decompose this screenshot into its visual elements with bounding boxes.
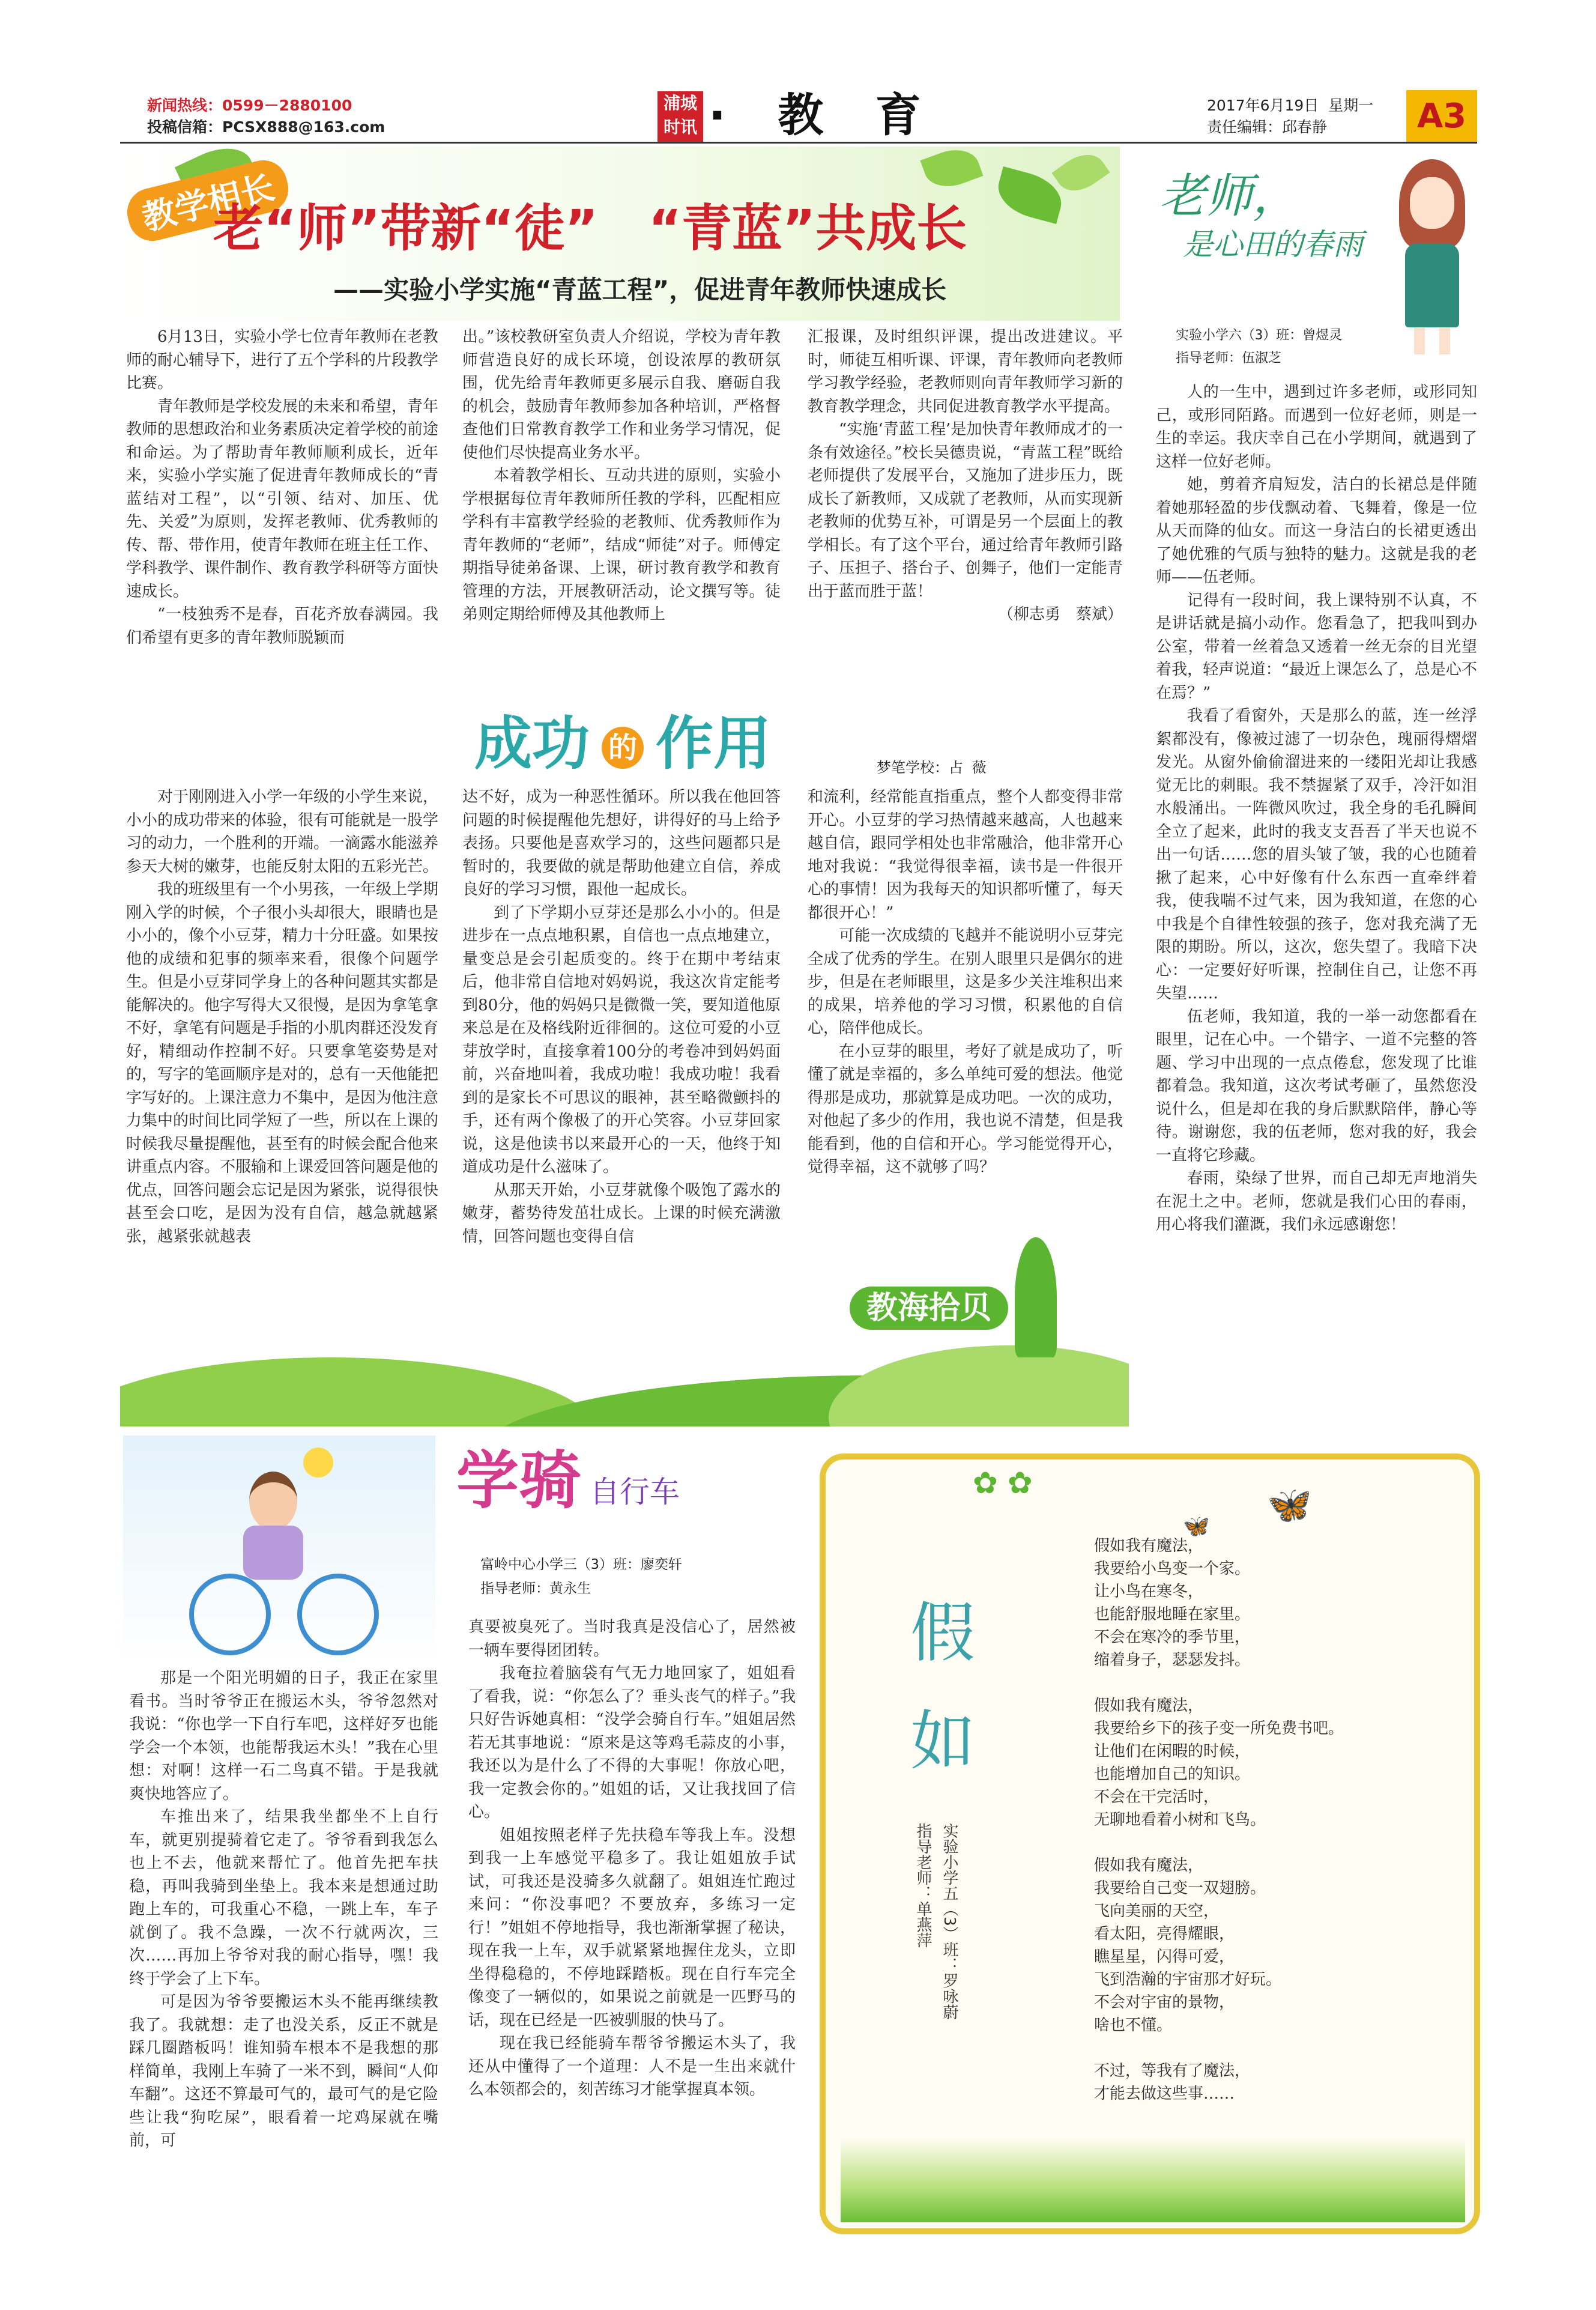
article4-column-1 bbox=[129, 1667, 438, 2153]
paragraph: “一枝独秀不是春，百花齐放春满园。我们希望有更多的青年教师脱颖而 bbox=[126, 605, 438, 647]
paragraph: 和流利，经常能直指重点，整个人都变得非常开心。小豆芽的学习热情越来越高，人也越来越自信，跟同学相处也非常融洽，他非常开心地对我说：“我觉得很幸福，读书是一件很开心的事情！因为我每天的知识都听懂了，每天都很开心！” bbox=[808, 788, 1123, 922]
poem-line: 不过，等我有了魔法， bbox=[1094, 2062, 1251, 2080]
paragraph: “实施‘青蓝工程’是加快青年教师成才的一条有效途径。”校长吴德贵说，“青蓝工程”既给老师提供了发展平台，又施加了进步压力，既成长了新教师，又成就了老教师，从而实现新老教师的优势互补，可谓是另一个层面上的教学相长。有了这个平台，通过给青年教师引路子、压担子、搭台子、创舞子，他们一定能青出于蓝而胜于蓝！ bbox=[808, 420, 1123, 601]
wheel-back bbox=[189, 1574, 271, 1655]
paragraph: 可能一次成绩的飞越并不能说明小豆芽完全成了优秀的学生。在别人眼里只是偶尔的进步，但是在老师眼里，这是多少关注堆积出来的成果，培养他的学习习惯，积累他的自信心，陪伴他成长。 bbox=[808, 927, 1123, 1037]
article4-byline bbox=[480, 1553, 682, 1601]
paragraph: 我奄拉着脑袋有气无力地回家了，姐姐看了看我，说：“你怎么了？垂头丧气的样子。”我只好告诉她真相：“没学会骑自行车。”姐姐居然若无其事地说：“原来是这等鸡毛蒜皮的小事，我还以为是什么了不得的大事呢！你放心吧，我一定教会你的。”姐姐的话，又让我找回了信心。 bbox=[468, 1664, 796, 1821]
poem-line: 我要给乡下的孩子变一所免费书吧。 bbox=[1094, 1720, 1344, 1738]
article1-title: 老“师”带新“徒” “青蓝”共成长 bbox=[213, 199, 967, 258]
poem-line: 也能增加自己的知识。 bbox=[1094, 1765, 1251, 1783]
article2-column-3 bbox=[808, 786, 1123, 1179]
article3-title-line1: 老师， bbox=[1159, 169, 1300, 223]
sun-decoration bbox=[303, 1448, 333, 1478]
poem-line: 让小鸟在寒冬， bbox=[1094, 1583, 1204, 1601]
poem-line: 让他们在闲暇的时候， bbox=[1094, 1742, 1251, 1760]
paragraph: 那是一个阳光明媚的日子，我正在家里看书。当时爷爷正在搬运木头，爷爷忽然对我说：“你也学一下自行车吧，这样好歹也能学会一个本领，也能帮我运木头！”我在心里想：对啊！这样一石二鸟真不错。于是我就爽快地答应了。 bbox=[129, 1669, 438, 1803]
poem-line: 瞧星星，闪得可爱， bbox=[1094, 1948, 1235, 1966]
poem-stanza bbox=[1063, 1694, 1399, 1831]
paragraph: 她，剪着齐肩短发，洁白的长裙总是伴随着她那轻盈的步伐飘动着、飞舞着，像是一位从天而降的仙女。而这一身洁白的长裙更透出了她优雅的气质与独特的魅力。这就是我的老师——伍老师。 bbox=[1156, 476, 1477, 586]
article2-title bbox=[474, 708, 771, 780]
article3-body bbox=[1156, 381, 1477, 1237]
poem-line: 啥也不懂。 bbox=[1094, 2016, 1173, 2034]
poem-stanza bbox=[1063, 1854, 1399, 2037]
teacher-face bbox=[1410, 177, 1454, 229]
poem-advisor: 指导老师：单燕萍 bbox=[914, 1823, 932, 1948]
paragraph: 在小豆芽的眼里，考好了就是成功了，听懂了就是幸福的，多么单纯可爱的想法。他觉得那是成功，那就算是成功吧。一次的成功，对他起了多少的作用，我也说不清楚，但是我能看到，他的自信和开心。学习能觉得开心，觉得幸福，这不就够了吗？ bbox=[808, 1042, 1123, 1176]
poem-line: 假如我有魔法， bbox=[1094, 1857, 1204, 1875]
paragraph: 本着教学相长、互动共进的原则，实验小学根据每位青年教师所任教的学科，匹配相应学科有丰富教学经验的老教师、优秀教师作为青年教师的“老师”，结成“师徒”对子。师傅定期指导徒弟备课、上课，研讨教育教学和教育管理的方法，开展教研活动，论文撰写等。徒弟则定期给师傅及其他教师上 bbox=[462, 467, 781, 623]
grass-hills-decoration bbox=[120, 1321, 1129, 1426]
paragraph: 可是因为爷爷要搬运木头不能再继续教我了。我就想：走了也没关系，反正不就是踩几圈踏板吗！谁知骑车根本不是我想的那样简单，我刚上车骑了一米不到，瞬间“人仰车翻”。这还不算最可气的，最可气的是它险些让我“狗吃屎”，眼看着一坨鸡屎就在嘴前，可 bbox=[129, 1993, 438, 2150]
paragraph: 记得有一段时间，我上课特别不认真，不是讲话就是搞小动作。您看急了，把我叫到办公室，带着一丝着急又透着一丝无奈的目光望着我，轻声说道：“最近上课怎么了，总是心不在焉？” bbox=[1156, 591, 1477, 702]
email-line bbox=[147, 117, 385, 138]
section-title: · 教 育 bbox=[709, 88, 939, 142]
butterfly-icon: 🦋 bbox=[1267, 1484, 1312, 1526]
hotline-number: 0599－2880100 bbox=[222, 97, 352, 114]
poem-author: 实验小学五（3）班：罗咏蔚 bbox=[940, 1823, 958, 2020]
poem-line: 不会在干完活时， bbox=[1094, 1788, 1220, 1806]
paragraph: 出。”该校教研室负责人介绍说，学校为青年教师营造良好的成长环境，创设浓厚的教研氛围，优先给青年教师更多展示自我、磨砺自我的机会，鼓励青年教师参加各种培训，严格督查他们日常教育教学工作和业务学习情况，促使他们尽快提高业务水平。 bbox=[462, 328, 781, 462]
poem-line: 我要给自己变一双翅膀。 bbox=[1094, 1879, 1266, 1897]
article1-column-1 bbox=[126, 326, 438, 649]
poem-line: 假如我有魔法， bbox=[1094, 1537, 1204, 1555]
poem-line: 才能去做这些事…… bbox=[1094, 2085, 1235, 2103]
paragraph: 我的班级里有一个小男孩，一年级上学期刚入学的时候，个子很小头却很大，眼睛也是小小的，像个小豆芽，精力十分旺盛。如果按他的成绩和犯事的频率来看，很像个问题学生。但是小豆芽同学身上的各种问题其实都是能解决的。他字写得大又很慢，是因为拿笔拿不好，拿笔有问题是手指的小肌肉群还没发育好，精细动作控制不好。只要拿笔姿势是对的，写字的笔画顺序是对的，总有一天他能把字写好的。上课注意力不集中，是因为他注意力集中的时间比同学短了一些，所以在上课的时候我尽量提醒他，甚至有的时候会配合他来讲重点内容。不服输和上课爱回答问题是他的优点，回答问题会忘记是因为紧张，说得很快甚至会口吃，是因为没有自信，越急就越紧张，越紧张就越表 bbox=[126, 881, 439, 1246]
article3-byline bbox=[1176, 324, 1342, 370]
paragraph: 汇报课，及时组织评课，提出改进建议。平时，师徒互相听课、评课，青年教师向老教师学习教学经验，老教师则向青年教师学习新的教育教学理念，共同促进教育教学水平提高。 bbox=[808, 328, 1123, 416]
teacher-illustration bbox=[1387, 153, 1477, 357]
article1-column-2 bbox=[462, 326, 781, 626]
article4-column-2 bbox=[468, 1616, 796, 2102]
poem-stanza bbox=[1063, 1535, 1399, 1672]
paragraph: 姐姐按照老样子先扶稳车等我上车。没想到我一上车感觉平稳多了。我让姐姐放手试试，可我还是没骑多久就翻了。姐姐连忙跑过来问：“你没事吧？不要放弃，多练习一定行！”姐姐不停地指导，我也渐渐掌握了秘诀，现在我一上车，双手就紧紧地握住龙头，立即坐得稳稳的，不停地踩踏板。现在自行车完全像变了一辆似的，如果说之前就是一匹野马的话，现在已经是一匹被驯服的快马了。 bbox=[468, 1826, 796, 2030]
boy-body bbox=[243, 1526, 303, 1580]
paragraph: 伍老师，我知道，我的一举一动您都看在眼里，记在心中。一个错字、一道不完整的答题、学习中出现的一点点倦怠，您发现了比谁都着急。我知道，这次考试考砸了，虽然您没说什么，但是却在我的身后默默陪伴，静心等待。谢谢您，我的伍老师，您对我的好，我会一直将它珍藏。 bbox=[1156, 1007, 1477, 1165]
editor-line: 责任编辑：邱春静 bbox=[1207, 118, 1328, 136]
article3-title bbox=[1159, 169, 1363, 265]
poem-title-char: 假 bbox=[910, 1596, 975, 1671]
paragraph: 人的一生中，遇到过许多老师，或形同知己，或形同陌路。而遇到一位好老师，则是一生的幸运。我庆幸自己在小学期间，就遇到了这样一位好老师。 bbox=[1156, 383, 1477, 471]
article4-title-main: 学骑 bbox=[456, 1444, 582, 1517]
article2-section-label: 教海拾贝 bbox=[850, 1287, 1008, 1330]
issue-weekday: 星期一 bbox=[1328, 97, 1374, 114]
clover-icon: ✿ ✿ bbox=[973, 1466, 1033, 1500]
article3-advisor: 指导老师：伍淑芝 bbox=[1176, 351, 1282, 366]
bicycle-illustration bbox=[123, 1435, 435, 1664]
tree-decoration bbox=[1015, 1237, 1057, 1357]
article2-column-1 bbox=[126, 786, 438, 1248]
poem-line: 我要给小鸟变一个家。 bbox=[1094, 1560, 1251, 1578]
poem-body bbox=[1063, 1535, 1399, 2105]
poem-title bbox=[907, 1580, 979, 1796]
paragraph: 真要被臭死了。当时我真是没信心了，居然被一辆车要得团团转。 bbox=[468, 1618, 796, 1660]
article1-column-3 bbox=[808, 326, 1123, 626]
article4-advisor: 指导老师：黄永生 bbox=[480, 1581, 591, 1596]
paragraph: 到了下学期小豆芽还是那么小小的。但是进步在一点点地积累，自信也一点点地建立，量变总是会引起质变的。终于在期中考结束后，他非常自信地对妈妈说，我这次肯定能考到80分，他的妈妈只是微微一笑，要知道他原来总是在及格线附近徘徊的。这位可爱的小豆芽放学时，直接拿着100分的考卷冲到妈妈面前，兴奋地叫着，我成功啦！我成功啦！我看到的是家长不可思议的眼神，甚至略微颤抖的手，还有两个像极了的开心笑容。小豆芽回家说，这是他读书以来最开心的一天，他终于知道成功是什么滋味了。 bbox=[462, 903, 781, 1176]
paragraph: 6月13日，实验小学七位青年教师在老教师的耐心辅导下，进行了五个学科的片段教学比赛。 bbox=[126, 328, 439, 392]
article3-author: 实验小学六（3）班：曾煜灵 bbox=[1176, 328, 1343, 343]
poem-line: 飞向美丽的天空， bbox=[1094, 1902, 1220, 1920]
butterfly-icon: 🦋 bbox=[1183, 1514, 1210, 1539]
date-line bbox=[1207, 95, 1373, 117]
hotline-line bbox=[147, 95, 352, 117]
poem-title-char: 如 bbox=[910, 1704, 975, 1779]
boy-head bbox=[249, 1472, 297, 1530]
article4-title bbox=[456, 1441, 680, 1520]
paragraph: 春雨，染绿了世界，而自己却无声地消失在泥土之中。老师，您就是我们心田的春雨，用心将我们灌溉，我们永远感谢您！ bbox=[1156, 1169, 1477, 1234]
article2-title-part: 作用 bbox=[656, 710, 771, 777]
paragraph: 从那天开始，小豆芽就像个吸饱了露水的嫩芽，蓄势待发茁壮成长。上课的时候充满激情，回答问题也变得自信 bbox=[462, 1181, 781, 1246]
paragraph: 达不好，成为一种恶性循环。所以我在他回答问题的时候提醒他先想好，讲得好的马上给予表扬。只要他是喜欢学习的，这些问题都只是暂时的，我要做的就是帮助他建立自信，养成良好的学习习惯，跟他一起成长。 bbox=[462, 788, 781, 899]
issue-date: 2017年6月19日 bbox=[1207, 97, 1319, 114]
paragraph: 对于刚刚进入小学一年级的小学生来说，小小的成功带来的体验，很有可能就是一股学习的动力，一个胜利的开端。一滴露水能滋养参天大树的嫩芽，也能反射太阳的五彩光芒。 bbox=[126, 788, 439, 876]
poem-byline bbox=[910, 1823, 963, 2020]
article4-title-sub: 自行车 bbox=[590, 1475, 680, 1509]
logo-bottom: 时讯 bbox=[663, 117, 697, 137]
article4-author: 富岭中心小学三（3）班：廖奕轩 bbox=[480, 1557, 682, 1572]
paragraph: 车推出来了，结果我坐都坐不上自行车，就更别提骑着它走了。爷爷看到我怎么也上不去，他就来帮忙了。他首先把车扶稳，再叫我骑到坐垫上。我本来是想通过助跑上车的，可我重心不稳，一跳上车，车子就倒了。我不急躁，一次不行就两次，三次……再加上爷爷对我的耐心指导，嘿！我终于学会了上下车。 bbox=[129, 1808, 438, 1988]
wheel-front bbox=[297, 1574, 379, 1655]
poem-line: 飞到浩瀚的宇宙那才好玩。 bbox=[1094, 1971, 1282, 1989]
article1-badge: 教学相长 bbox=[122, 155, 293, 246]
poem-line: 不会对宇宙的景物， bbox=[1094, 1993, 1235, 2011]
email-label: 投稿信箱： bbox=[147, 118, 223, 136]
logo-top: 浦城 bbox=[663, 93, 697, 113]
hotline-label: 新闻热线： bbox=[147, 97, 223, 114]
poem-line: 不会在寒冷的季节里， bbox=[1094, 1628, 1251, 1646]
poem-line: 缩着身子，瑟瑟发抖。 bbox=[1094, 1651, 1251, 1669]
poem-line: 无聊地看着小树和飞鸟。 bbox=[1094, 1811, 1266, 1829]
article2-column-2 bbox=[462, 786, 781, 1248]
paragraph: 现在我已经能骑车帮爷爷搬运木头了，我还从中懂得了一个道理：人不是一生出来就什么本领都会的，刻苦练习才能掌握真本领。 bbox=[468, 2034, 796, 2099]
paragraph: 青年教师是学校发展的未来和希望，青年教师的思想政治和业务素质决定着学校的前途和命运。为了帮助青年教师顺利成长，近年来，实验小学实施了促进青年教师成长的“青蓝结对工程”，以“引领、结对、加压、优先、关爱”为原则，发挥老教师、优秀教师的传、帮、带作用，使青年教师在班主任工作、学科教学、课件制作、教育教学科研等方面快速成长。 bbox=[126, 397, 439, 601]
article1-author: （柳志勇 蔡斌） bbox=[997, 605, 1123, 623]
teacher-body bbox=[1405, 243, 1459, 327]
article1-subtitle: ——实验小学实施“青蓝工程”，促进青年教师快速成长 bbox=[333, 275, 947, 305]
masthead-logo bbox=[657, 91, 703, 142]
masthead-rule bbox=[120, 142, 1477, 144]
poem-line: 假如我有魔法， bbox=[1094, 1697, 1204, 1715]
article2-byline: 梦笔学校：占 薇 bbox=[877, 759, 987, 776]
poem-grass-decoration bbox=[841, 2138, 1465, 2222]
article3-title-line2: 是心田的春雨 bbox=[1183, 227, 1363, 262]
poem-stanza bbox=[1063, 2060, 1399, 2105]
email-address[interactable]: PCSX888@163.com bbox=[222, 118, 385, 136]
poem-line: 也能舒服地睡在家里。 bbox=[1094, 1605, 1251, 1623]
article2-title-connector: 的 bbox=[602, 727, 644, 769]
article2-title-part: 成功 bbox=[474, 710, 590, 777]
page-number: A3 bbox=[1406, 90, 1477, 143]
poem-line: 看太阳，亮得耀眼， bbox=[1094, 1925, 1235, 1943]
paragraph: 我看了看窗外，天是那么的蓝，连一丝浮絮都没有，像被过滤了一切杂色，瑰丽得熠熠发光。从窗外偷偷溜进来的一缕阳光却让我感觉无比的刺眼。我不禁握紧了双手，冷汗如泪水般涌出。一阵微风吹过，我全身的毛孔瞬间全立了起来，此时的我支支吾吾了半天也说不出一句话……您的眉头皱了皱，我的心也随着揪了起来，心中好像有什么东西一直牵绊着我，使我喘不过气来，因为我知道，在您的心中我是个自律性较强的孩子，您对我充满了无限的期盼。所以，这次，您失望了。我暗下决心：一定要好好听课，控制住自己，让您不再失望…… bbox=[1156, 707, 1477, 1002]
